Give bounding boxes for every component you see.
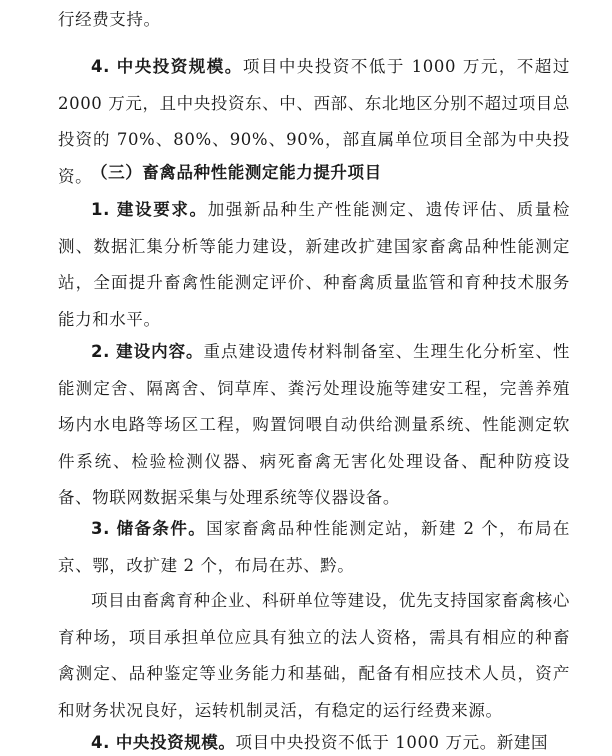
paragraph-project-undertaker: [58, 583, 570, 729]
paragraph-construction-requirements: [58, 192, 570, 338]
paragraph-text: 重点建设遗传材料制备室、生理生化分析室、性能测定舍、隔离舍、饲草库、粪污处理设施等建安工程，完善养殖场内水电路等场区工程，购置饲喂自动供给测量系统、性能测定软件系统、检验检测仪器、病死畜禽无害化处理设备、配种防疫设备、物联网数据采集与处理系统等仪器设备。: [58, 342, 570, 507]
item-heading: 储备条件。: [116, 519, 207, 538]
item-heading: 建设内容。: [116, 342, 204, 361]
paragraph-text: 国家畜禽品种性能测定站，新建 2 个，布局在京、鄂，改扩建 2 个，布局在苏、黔。: [58, 519, 570, 575]
paragraph-continuation: [58, 2, 570, 39]
item-heading: 中央投资规模。: [116, 57, 243, 76]
item-number: 4.: [91, 57, 110, 76]
item-number: 3.: [91, 519, 110, 538]
section-heading: （三）畜禽品种性能测定能力提升项目: [91, 163, 382, 182]
item-number: 2.: [91, 342, 110, 361]
paragraph-text: 行经费支持。: [58, 10, 161, 29]
paragraph-text: 项目中央投资不低于 1000 万元，不超过 2000 万元，且中央投资东、中、西部、东北地区分别不超过项目总投资的 70%、80%、90%、90%，部直属单位项目全部为中央投资。: [58, 57, 570, 186]
paragraph-text: 项目由畜禽育种企业、科研单位等建设，优先支持国家畜禽核心育种场，项目承担单位应具有独立的法人资格，需具有相应的种畜禽测定、品种鉴定等业务能力和基础，配备有相应技术人员，资产和财务状况良好，运转机制灵活，有稳定的运行经费来源。: [58, 591, 570, 720]
item-heading: 中央投资规模。: [115, 733, 236, 752]
paragraph-text: 项目中央投资不低于 1000 万元。新建国: [235, 733, 549, 752]
section-title: [58, 155, 570, 192]
item-heading: 建设要求。: [116, 200, 208, 219]
item-number: 4.: [91, 733, 110, 752]
paragraph-reserve-conditions: [58, 511, 570, 584]
paragraph-text: 加强新品种生产性能测定、遗传评估、质量检测、数据汇集分析等能力建设，新建改扩建国家畜禽品种性能测定站，全面提升畜禽性能测定评价、种畜禽质量监管和育种技术服务能力和水平。: [58, 200, 571, 329]
paragraph-construction-content: [58, 334, 570, 517]
item-number: 1.: [91, 200, 110, 219]
paragraph-central-investment-scale-2: [58, 725, 570, 756]
